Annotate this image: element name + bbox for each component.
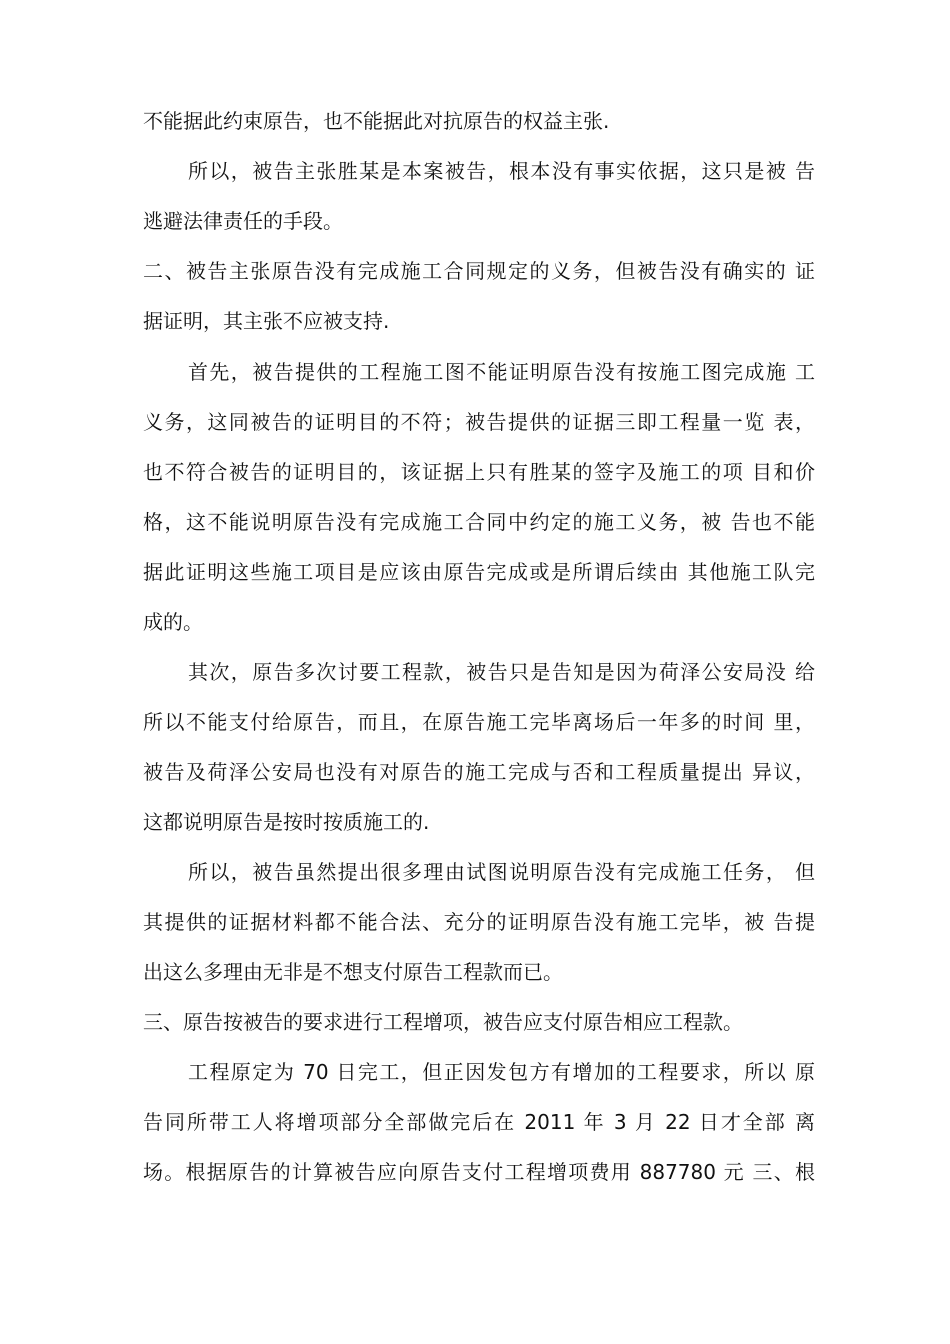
section-heading-3: 三、原告按被告的要求进行工程增项，被告应支付原告相应工程款。 [143,1010,743,1034]
text-line-11: 成的。 [143,610,203,634]
text-line-3: 逃避法律责任的手段。 [143,209,343,233]
text-line-7: 义务，这同被告的证明目的不符；被告提供的证据三即工程量一览 表， [143,410,815,434]
text-line-13: 所以不能支付给原告，而且，在原告施工完毕离场后一年多的时间 里， [143,710,815,734]
text-line-9: 格，这不能说明原告没有完成施工合同中约定的施工义务，被 告也不能 [143,510,815,534]
text-line-12: 其次，原告多次讨要工程款，被告只是告知是因为荷泽公安局没 给 [188,660,815,684]
text-line-10: 据此证明这些施工项目是应该由原告完成或是所谓后续由 其他施工队完 [143,560,815,584]
text-line-2: 所以，被告主张胜某是本案被告，根本没有事实依据，这只是被 告 [188,159,815,183]
text-line-5: 据证明，其主张不应被支持. [143,309,390,333]
text-line-14: 被告及荷泽公安局也没有对原告的施工完成与否和工程质量提出 异议， [143,760,815,784]
text-line-1: 不能据此约束原告，也不能据此对抗原告的权益主张. [143,109,610,133]
text-line-16: 所以，被告虽然提出很多理由试图说明原告没有完成施工任务， 但 [188,860,815,884]
text-line-18: 出这么多理由无非是不想支付原告工程款而已。 [143,960,563,984]
text-line-15: 这都说明原告是按时按质施工的. [143,810,430,834]
text-line-8: 也不符合被告的证明目的，该证据上只有胜某的签字及施工的项 目和价 [143,460,815,484]
text-line-21: 告同所带工人将增项部分全部做完后在 2011 年 3 月 22 日才全部 离 [143,1110,815,1134]
section-heading-2: 二、被告主张原告没有完成施工合同规定的义务，但被告没有确实的 证 [143,259,815,283]
text-line-22: 场。根据原告的计算被告应向原告支付工程增项费用 887780 元 三、根 [143,1160,815,1184]
text-line-6: 首先，被告提供的工程施工图不能证明原告没有按施工图完成施 工 [188,360,815,384]
text-line-20: 工程原定为 70 日完工，但正因发包方有增加的工程要求，所以 原 [188,1060,815,1084]
text-line-17: 其提供的证据材料都不能合法、充分的证明原告没有施工完毕，被 告提 [143,910,815,934]
